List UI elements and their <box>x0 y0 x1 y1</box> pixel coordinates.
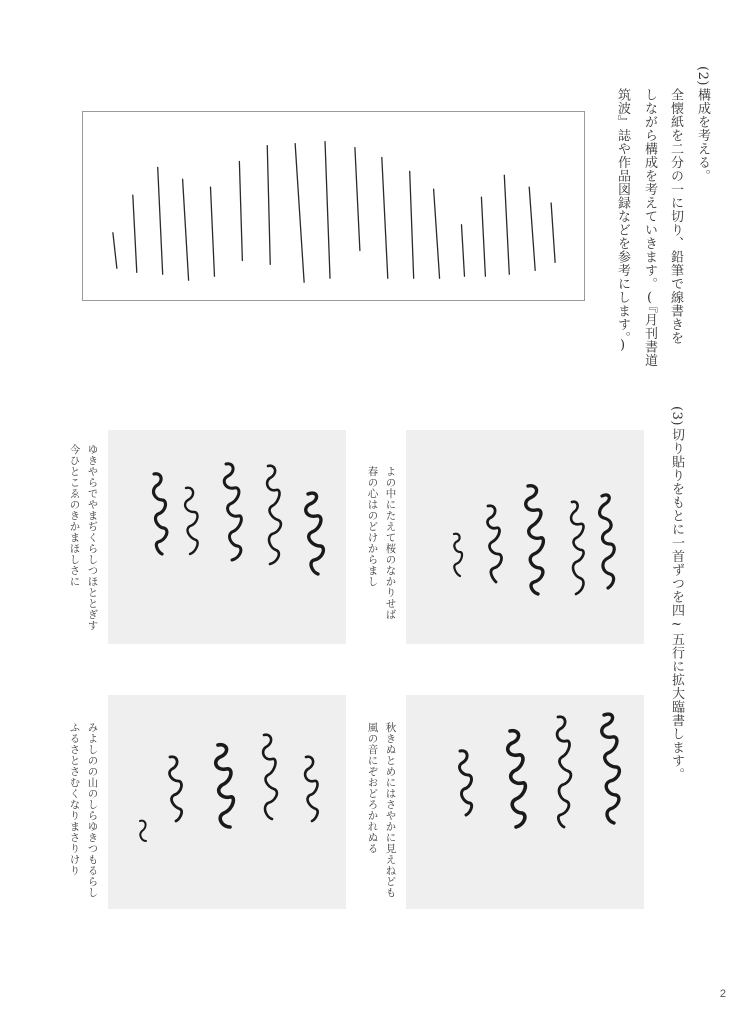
step2-line-1: 全懐紙を二分の一に切り、鉛筆で線書きを <box>668 88 683 345</box>
calligraphy-panel-3 <box>406 695 644 909</box>
poem-2-line-2: 今ひとこゑのきかまほしさに <box>68 444 81 587</box>
poem-4-line-1: みよしのの山のしらゆきつもるらし <box>86 722 99 898</box>
calligraphy-panel-1 <box>406 430 644 644</box>
pencil-layout-sketch <box>82 111 585 301</box>
poem-3-line-2: 風の音にぞおどろかれぬる <box>366 722 379 854</box>
calligraphy-panel-2 <box>108 430 346 644</box>
step2-heading: 構成を考える。 <box>695 88 710 183</box>
step2-line-3: 筑波』誌や作品図録などを参考にします。) <box>615 88 630 354</box>
page-number: 2 <box>719 988 726 1000</box>
step3-number: (3) <box>669 406 684 426</box>
poem-4-line-2: ふるさとさむくなりまさりけり <box>68 722 81 876</box>
step2-line-2: しながら構成を考えていきます。(『月刊書道 <box>642 88 657 367</box>
step3-text: 切り貼りをもとに一首ずつを四~五行に拡大臨書します。 <box>669 428 684 781</box>
calligraphy-panel-4 <box>108 695 346 909</box>
poem-1-line-1: よの中にたえて桜のなかりせば <box>384 466 397 620</box>
step2-number: (2) <box>695 66 710 86</box>
poem-3-line-1: 秋きぬとめにはさやかに見えねども <box>384 722 397 898</box>
poem-2-line-1: ゆきやらでやまぢくらしつほととぎす <box>86 444 99 631</box>
poem-1-line-2: 春の心はのどけからまし <box>366 466 379 587</box>
